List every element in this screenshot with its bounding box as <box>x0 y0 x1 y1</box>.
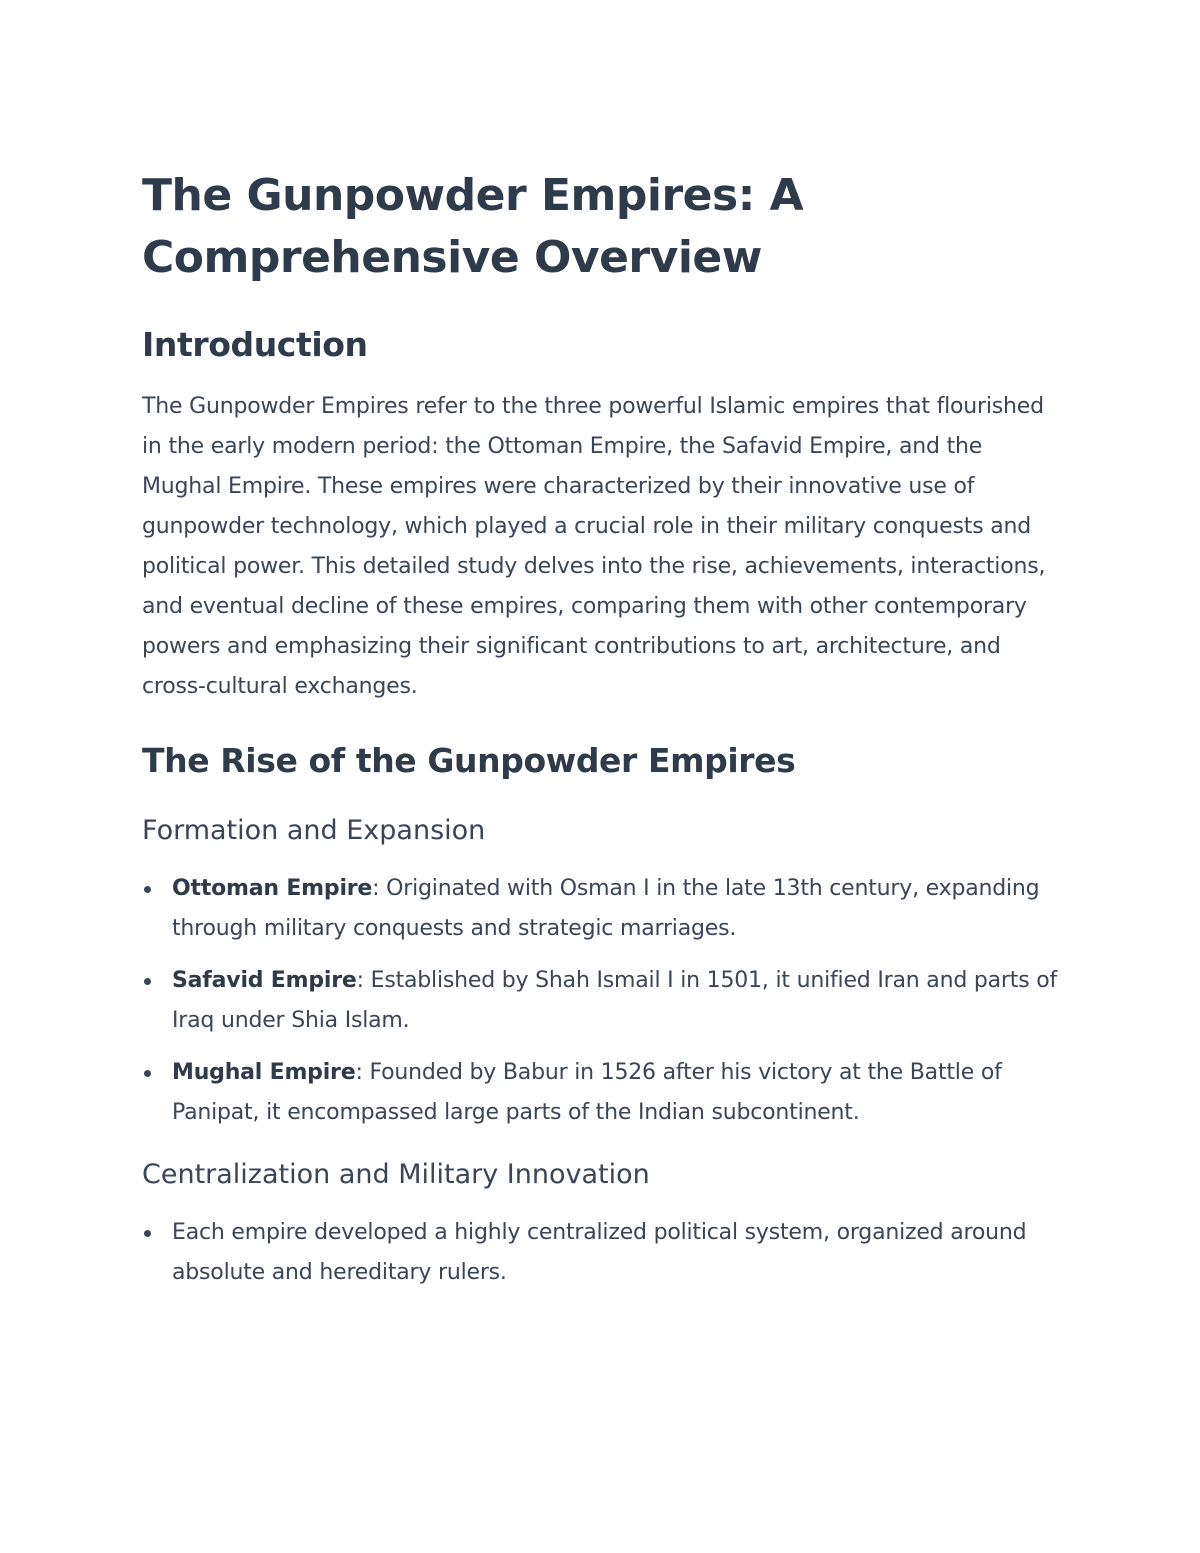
formation-heading: Formation and Expansion <box>142 815 486 846</box>
list-item-mughal <box>142 1053 1062 1133</box>
centralization-list <box>142 1213 1062 1293</box>
rise-heading: The Rise of the Gunpowder Empires <box>142 741 796 780</box>
centralization-heading: Centralization and Military Innovation <box>142 1159 650 1190</box>
bullet-icon <box>144 1230 151 1237</box>
introduction-paragraph: The Gunpowder Empires refer to the three powerful Islamic empires that flourished in the early modern period: the Ottoman Empire, the Safavid Empire, and the Mughal Empire. These empires were characterized by their innovative use of gunpowder technology, which played a crucial role in their military conquests and political power. This detailed study delves into the rise, achievements, interactions, and eventual decline of these empires, comparing them with other contemporary powers and emphasizing their significant contributions to art, architecture, and cross-cultural exchanges. <box>142 394 1046 699</box>
list-item-ottoman <box>142 869 1062 949</box>
bullet-icon <box>144 1070 151 1077</box>
list-item-centralization <box>142 1213 1062 1293</box>
list-item-term: Safavid Empire <box>172 968 357 993</box>
bullet-icon <box>144 978 151 985</box>
list-item-term: Ottoman Empire <box>172 876 373 901</box>
list-item-text: : Originated with Osman I in the late 13th century, expanding through military conquests and strategic marriages. <box>172 876 1040 941</box>
list-item-term: Mughal Empire <box>172 1060 356 1085</box>
introduction-heading: Introduction <box>142 325 368 364</box>
document-page <box>142 165 1062 1305</box>
document-title: The Gunpowder Empires: A Comprehensive Overview <box>142 170 804 283</box>
list-item-safavid <box>142 961 1062 1041</box>
list-item-text: Each empire developed a highly centralized political system, organized around absolute and hereditary rulers. <box>172 1220 1027 1285</box>
empire-list <box>142 869 1062 1133</box>
bullet-icon <box>144 886 151 893</box>
list-item-text: : Established by Shah Ismail I in 1501, it unified Iran and parts of Iraq under Shia Islam. <box>172 968 1058 1033</box>
list-item-text: : Founded by Babur in 1526 after his victory at the Battle of Panipat, it encompassed large parts of the Indian subcontinent. <box>172 1060 1002 1125</box>
